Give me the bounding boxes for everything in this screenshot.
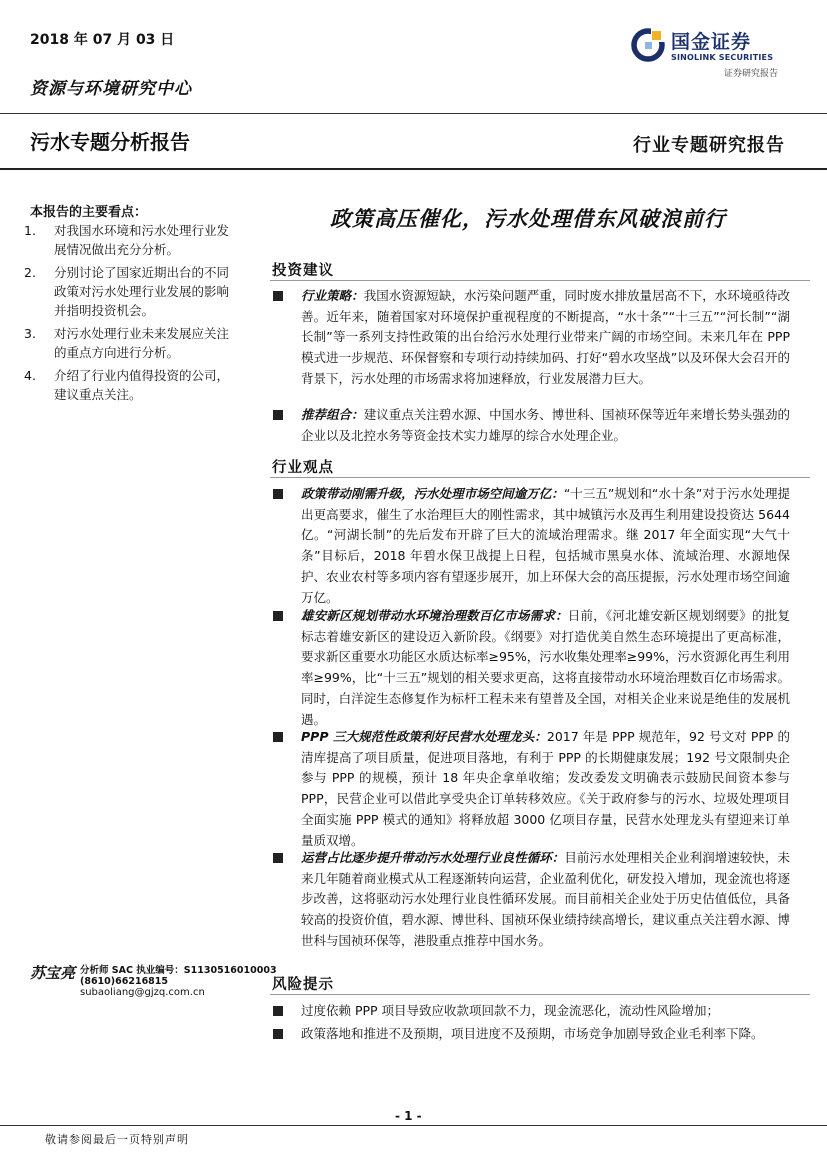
- bullet-body: [301, 848, 790, 952]
- bullet-text: 过度依赖 PPP 项目导致应收款项回款不力，现金流恶化，流动性风险增加；: [301, 1003, 720, 1018]
- bullet-square-icon: [273, 489, 283, 499]
- key-point-text: 介绍了行业内值得投资的公司，建议重点关注。: [54, 368, 230, 402]
- report-series-title: 污水专题分析报告: [30, 130, 190, 154]
- bullet-text: 政策落地和推进不及预期，项目进度不及预期，市场竞争加剧导致企业毛利率下降。: [301, 1026, 764, 1041]
- bullet-body: [301, 727, 790, 851]
- research-center-name: 资源与环境研究中心: [30, 79, 192, 99]
- bullet-square-icon: [273, 1006, 283, 1016]
- key-point-item: [24, 366, 232, 404]
- bullet-square-icon: [273, 291, 283, 301]
- bullet-text: 日前，《河北雄安新区规划纲要》的批复标志着雄安新区的建设迈入新阶段。《纲要》对打造优美自然生态环境提出了更高标准，要求新区重要水功能区水质达标率≥95%，污水收集处理率≥99%，污水资源化再生利用率≥99%，比“十三五”规划的相关要求更高，这将直接带动水环境治理数百亿市场需求。同时，白洋淀生态修复作为标杆工程未来有望普及全国，对相关企业来说是绝佳的发展机遇。: [301, 608, 791, 727]
- investment-bullet: [270, 286, 790, 390]
- key-point-item: [24, 324, 232, 362]
- bullet-lead: PPP 三大规范性政策利好民营水处理龙头：: [301, 729, 547, 744]
- bullet-body: [301, 405, 790, 446]
- key-point-text: 分别讨论了国家近期出台的不同政策对污水处理行业发展的影响并指明投资机会。: [54, 265, 230, 318]
- bullet-lead: 推荐组合：: [301, 407, 364, 422]
- section-divider: [270, 280, 810, 281]
- analyst-email: subaoliang@gjzq.com.cn: [80, 987, 205, 998]
- bullet-lead: 行业策略：: [301, 288, 364, 303]
- bullet-text: 建议重点关注碧水源、中国水务、博世科、国祯环保等近年来增长势头强劲的企业以及北控水务等资金技术实力雄厚的综合水处理企业。: [301, 407, 790, 443]
- key-point-item: [24, 221, 232, 259]
- bullet-body: [301, 286, 790, 390]
- analyst-cert-number: 分析师 SAC 执业编号：S1130516010003: [80, 965, 277, 976]
- key-point-number: 3.: [24, 326, 36, 341]
- bullet-body: [301, 484, 790, 608]
- bullet-text: 目前污水处理相关企业利润增速较快，未来几年随着商业模式从工程逐渐转向运营，企业盈利优化，研发投入增加，现金流也将逐步改善，这将驱动污水处理行业良性循环发展。而目前相关企业处于历史估值低位，具备较高的投资价值，碧水源、博世科、国祯环保业绩持续高增长，建议重点关注碧水源、博世科与国祯环保等，港股重点推荐中国水务。: [301, 850, 790, 948]
- section-heading-risks: 风险提示: [272, 977, 334, 993]
- risk-bullet: [270, 1024, 790, 1045]
- analyst-phone: (8610)66216815: [80, 976, 169, 987]
- logo-subtitle: 证券研究报告: [724, 69, 779, 79]
- key-point-item: [24, 263, 232, 320]
- bullet-lead: 政策带动刚需升级，污水处理市场空间逾万亿：: [301, 486, 564, 501]
- view-bullet: [270, 848, 790, 952]
- bullet-square-icon: [273, 732, 283, 742]
- page-number: - 1 -: [395, 1109, 422, 1123]
- section-divider: [270, 994, 810, 995]
- report-date: 2018 年 07 月 03 日: [30, 32, 175, 48]
- key-point-text: 对我国水环境和污水处理行业发展情况做出充分分析。: [54, 223, 230, 257]
- analyst-credentials: [80, 965, 277, 987]
- key-point-number: 1.: [24, 223, 36, 238]
- key-points-heading: 本报告的主要看点：: [30, 205, 148, 220]
- report-type-label: 行业专题研究报告: [633, 135, 785, 156]
- report-main-title: 政策高压催化，污水处理借东风破浪前行: [330, 207, 726, 231]
- section-heading-views: 行业观点: [272, 460, 334, 476]
- logo-english-name: SINOLINK SECURITIES: [671, 53, 774, 62]
- bullet-text: 我国水资源短缺，水污染问题严重，同时废水排放量居高不下，水环境亟待改善。近年来，随着国家对环境保护重视程度的不断提高，“水十条”“十三五”“河长制”“湖长制”等一系列支持性政策的出台给污水处理行业带来广阔的市场空间。未来几年在 PPP 模式进一步规范、环保督察和专项行动持续加码、打好“碧水攻坚战”以及环保大会召开的背景下，污水处理的市场需求将加速释放，行业发展潜力巨大。: [301, 288, 790, 386]
- view-bullet: [270, 606, 790, 730]
- bullet-square-icon: [273, 1029, 283, 1039]
- bullet-square-icon: [273, 410, 283, 420]
- bullet-body: [301, 606, 790, 730]
- key-point-number: 4.: [24, 368, 36, 383]
- footer-divider: [0, 1125, 827, 1126]
- header-divider: [0, 113, 827, 114]
- key-point-number: 2.: [24, 265, 36, 280]
- sinolink-logo-icon: [631, 28, 665, 62]
- bullet-square-icon: [273, 853, 283, 863]
- header-bottom-divider: [0, 168, 827, 170]
- risk-bullet: [270, 1001, 790, 1022]
- investment-bullet: [270, 405, 790, 446]
- bullet-square-icon: [273, 611, 283, 621]
- bullet-lead: 运营占比逐步提升带动污水处理行业良性循环：: [301, 850, 565, 865]
- view-bullet: [270, 727, 790, 851]
- company-logo: [631, 26, 791, 82]
- logo-chinese-name: 国金证券: [671, 31, 752, 53]
- key-points-list: [24, 221, 232, 408]
- section-heading-investment: 投资建议: [272, 263, 334, 279]
- analyst-name: 苏宝亮: [30, 964, 76, 982]
- bullet-text: 2017 年是 PPP 规范年，92 号文对 PPP 的清库提高了项目质量，促进项目落地，有利于 PPP 的长期健康发展；192 号文限制央企参与 PPP 的规模，预计 18 年央企拿单收缩；发改委发文明确表示鼓励民间资本参与 PPP，民营企业可以借此享受央企订单转移效应。《关于政府参与的污水、垃圾处理项目全面实施 PPP 模式的通知》将释放超 3000 亿项目存量，民营水处理龙头有望迎来订单量质双增。: [301, 729, 790, 848]
- key-point-text: 对污水处理行业未来发展应关注的重点方向进行分析。: [54, 326, 230, 360]
- footer-disclaimer: 敬请参阅最后一页特别声明: [45, 1133, 189, 1146]
- section-divider: [270, 477, 810, 478]
- view-bullet: [270, 484, 790, 608]
- bullet-text: “十三五”规划和“水十条”对于污水处理提出更高要求，催生了水治理巨大的刚性需求，其中城镇污水及再生利用建设投资达 5644 亿。“河湖长制”的先后发布开辟了巨大的流域治理需求。继 2017 年全面实现“大气十条”目标后，2018 年碧水保卫战提上日程，包括城市黑臭水体、流域治理、水源地保护、农业农村等多项内容有望逐步展开，加上环保大会的高压提振，污水处理市场空间逾万亿。: [301, 486, 790, 605]
- bullet-lead: 雄安新区规划带动水环境治理数百亿市场需求：: [301, 608, 568, 623]
